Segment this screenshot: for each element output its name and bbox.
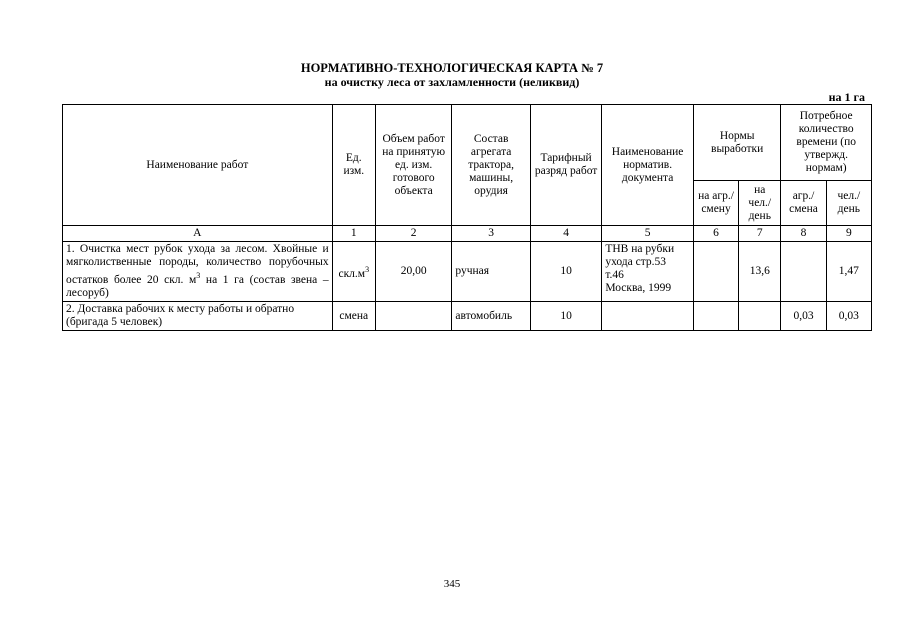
index-cell: А — [63, 226, 333, 242]
index-cell: 9 — [826, 226, 871, 242]
unit-cell — [332, 242, 375, 302]
header-norms-man: на чел./ день — [739, 181, 781, 226]
time-agr-cell — [781, 242, 826, 302]
norm-man-cell: 13,6 — [739, 242, 781, 302]
composition-cell: автомобиль — [452, 302, 530, 331]
norm-agr-cell — [693, 242, 738, 302]
unit-text: скл.м — [338, 267, 366, 280]
header-tariff: Тарифный разряд работ — [530, 105, 601, 226]
header-doc-name: Наименование норматив. документа — [602, 105, 694, 226]
index-cell: 6 — [693, 226, 738, 242]
work-name-cell — [63, 242, 333, 302]
page-number: 345 — [443, 578, 461, 590]
time-man-cell: 0,03 — [826, 302, 871, 331]
index-cell: 3 — [452, 226, 530, 242]
doc-line: т.46 — [605, 269, 624, 281]
work-name-text-end: на 1 га (состав звена – лесоруб) — [66, 273, 329, 299]
work-name-text: 1. Очистка мест рубок ухода за лесом. Хвойные и мягколиственные породы, количество порубочных остатков более 20 скл. м — [66, 243, 329, 286]
norm-man-cell — [739, 302, 781, 331]
unit-cell: смена — [332, 302, 375, 331]
composition-cell: ручная — [452, 242, 530, 302]
header-norms-agr: на агр./ смену — [693, 181, 738, 226]
index-cell: 8 — [781, 226, 826, 242]
norms-table — [62, 104, 872, 331]
header-time-man: чел./ день — [826, 181, 871, 226]
header-volume: Объем работ на принятую ед. изм. готового объекта — [375, 105, 451, 226]
norm-agr-cell — [693, 302, 738, 331]
index-cell: 1 — [332, 226, 375, 242]
index-cell: 4 — [530, 226, 601, 242]
header-norms: Нормы выработки — [693, 105, 781, 181]
doc-cell — [602, 302, 694, 331]
index-row — [63, 226, 872, 242]
table-row — [63, 242, 872, 302]
header-time-agr: агр./ смена — [781, 181, 826, 226]
header-row-1 — [63, 105, 872, 181]
document-subtitle: на очистку леса от захламленности (неликвид) — [324, 75, 580, 89]
time-agr-cell: 0,03 — [781, 302, 826, 331]
doc-cell — [602, 242, 694, 302]
header-work-name: Наименование работ — [63, 105, 333, 226]
table-row — [63, 302, 872, 331]
header-time-need: Потребное количество времени (по утвержд. нормам) — [781, 105, 872, 181]
index-cell: 2 — [375, 226, 451, 242]
header-unit: Ед. изм. — [332, 105, 375, 226]
unit-superscript: 3 — [365, 264, 370, 274]
header-composition: Состав агрегата трактора, машины, орудия — [452, 105, 530, 226]
index-cell: 5 — [602, 226, 694, 242]
doc-line: ТНВ на рубки ухода стр.53 — [605, 243, 675, 268]
unit-note: на 1 га — [828, 90, 865, 104]
work-name-cell: 2. Доставка рабочих к месту работы и обратно (бригада 5 человек) — [63, 302, 333, 331]
doc-line: Москва, 1999 — [605, 282, 672, 294]
tariff-cell: 10 — [530, 242, 601, 302]
document-title: НОРМАТИВНО-ТЕХНОЛОГИЧЕСКАЯ КАРТА № 7 — [300, 61, 604, 75]
index-cell: 7 — [739, 226, 781, 242]
tariff-cell: 10 — [530, 302, 601, 331]
volume-cell — [375, 302, 451, 331]
time-man-cell: 1,47 — [826, 242, 871, 302]
volume-cell: 20,00 — [375, 242, 451, 302]
work-name-superscript: 3 — [196, 271, 201, 281]
